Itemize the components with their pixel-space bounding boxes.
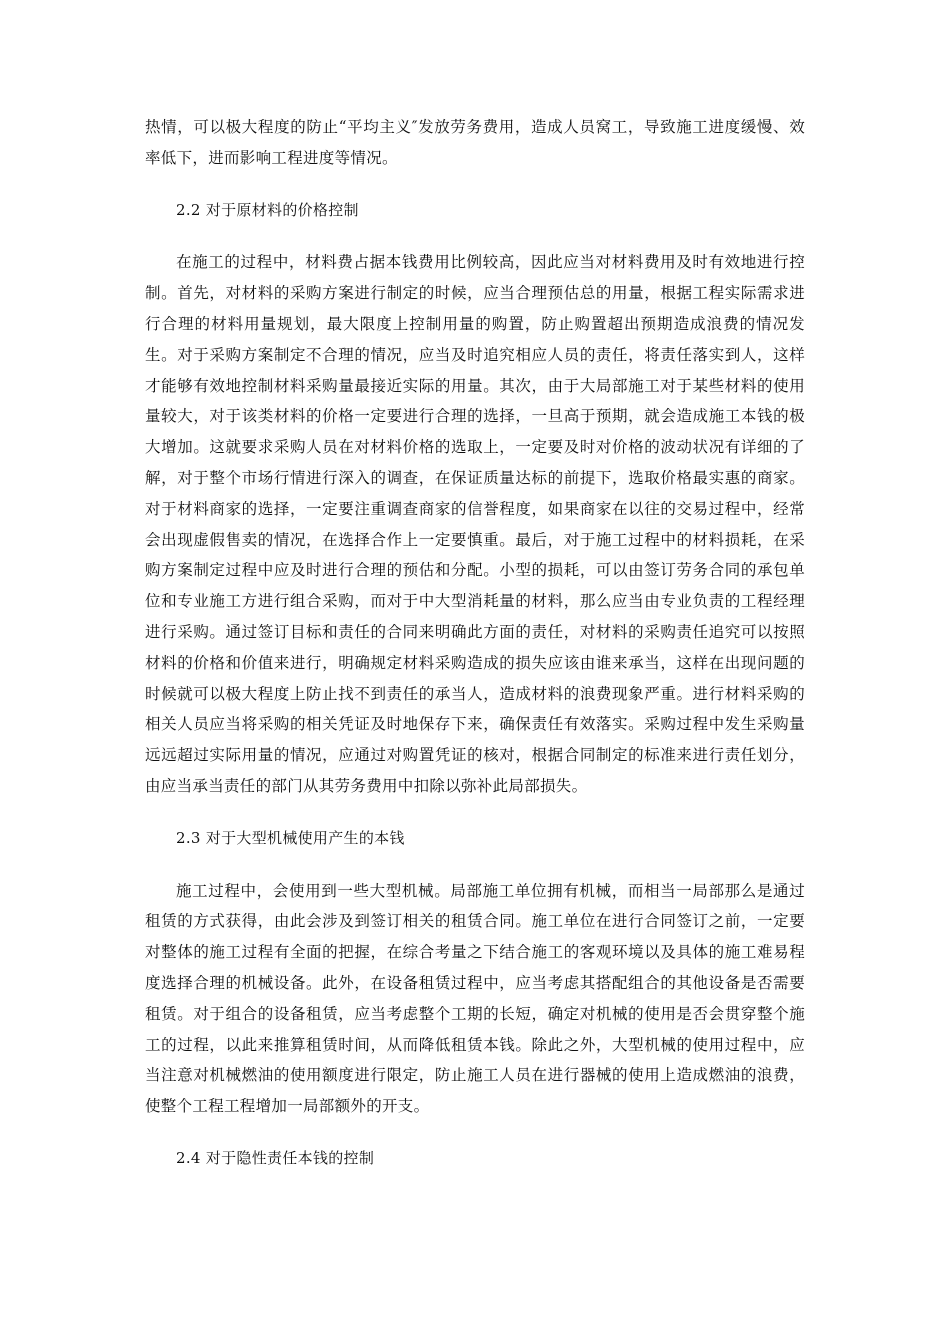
section-heading-2-2: 2.2 对于原材料的价格控制 [176, 200, 359, 219]
paragraph-material-cost: 在施工的过程中，材料费占据本钱费用比例较高，因此应当对材料费用及时有效地进行控制。首先，对材料的采购方案进行制定的时候，应当合理预估总的用量，根据工程实际需求进行合理的材料用量规划，最大限度上控制用量的购置，防止购置超出预期造成浪费的情况发生。对于采购方案制定不合理的情况，应当及时追究相应人员的责任，将责任落实到人，这样才能够有效地控制材料采购量最接近实际的用量。其次，由于大局部施工对于某些材料的使用量较大，对于该类材料的价格一定要进行合理的选择，一旦高于预期，就会造成施工本钱的极大增加。这就要求采购人员在对材料价格的选取上，一定要及时对价格的波动状况有详细的了解，对于整个市场行情进行深入的调查，在保证质量达标的前提下，选取价格最实惠的商家。对于材料商家的选择，一定要注重调查商家的信誉程度，如果商家在以往的交易过程中，经常会出现虚假售卖的情况，在选择合作上一定要慎重。最后，对于施工过程中的材料损耗，在采购方案制定过程中应及时进行合理的预估和分配。小型的损耗，可以由签订劳务合同的承包单位和专业施工方进行组合采购，而对于中大型消耗量的材料，那么应当由专业负责的工程经理进行采购。通过签订目标和责任的合同来明确此方面的责任，对材料的采购责任追究可以按照材料的价格和价值来进行，明确规定材料采购造成的损失应该由谁来承当，这样在出现问题的时候就可以极大程度上防止找不到责任的承当人，造成材料的浪费现象严重。进行材料采购的相关人员应当将采购的相关凭证及时地保存下来，确保责任有效落实。采购过程中发生采购量远远超过实际用量的情况，应通过对购置凭证的核对，根据合同制定的标准来进行责任划分，由应当承当责任的部门从其劳务费用中扣除以弥补此局部损失。 [145, 253, 805, 795]
document-page [145, 112, 805, 1174]
paragraph-machinery-cost: 施工过程中，会使用到一些大型机械。局部施工单位拥有机械，而相当一局部那么是通过租赁的方式获得，由此会涉及到签订相关的租赁合同。施工单位在进行合同签订之前，一定要对整体的施工过程有全面的把握，在综合考量之下结合施工的客观环境以及具体的施工难易程度选择合理的机械设备。此外，在设备租赁过程中，应当考虑其搭配组合的其他设备是否需要租赁。对于组合的设备租赁，应当考虑整个工期的长短，确定对机械的使用是否会贯穿整个施工的过程，以此来推算租赁时间，从而降低租赁本钱。除此之外，大型机械的使用过程中，应当注意对机械燃油的使用额度进行限定，防止施工人员在进行器械的使用上造成燃油的浪费，使整个工程工程增加一局部额外的开支。 [145, 881, 805, 1116]
section-heading-2-3: 2.3 对于大型机械使用产生的本钱 [176, 828, 405, 847]
spacer [145, 802, 805, 823]
spacer [145, 174, 805, 195]
section-heading-2-4: 2.4 对于隐性责任本钱的控制 [176, 1148, 375, 1167]
spacer [145, 1122, 805, 1143]
spacer [145, 854, 805, 876]
spacer [145, 225, 805, 247]
paragraph-intro-continuation: 热情，可以极大程度的防止“平均主义″发放劳务费用，造成人员窝工，导致施工进度缓慢、效率低下，进而影响工程进度等情况。 [145, 118, 805, 167]
